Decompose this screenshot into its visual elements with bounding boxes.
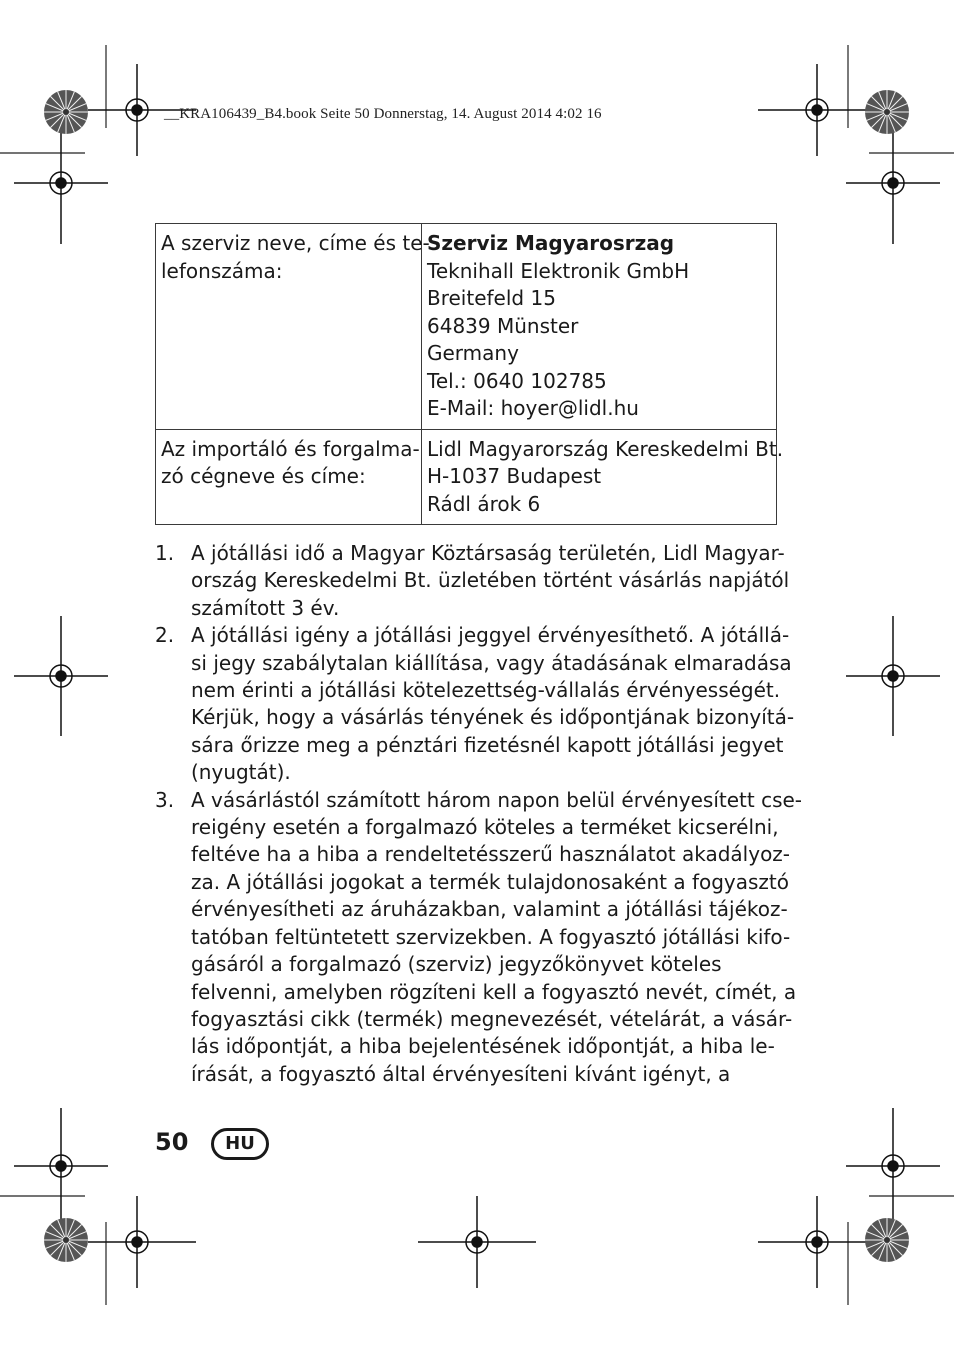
registration-mark-icon xyxy=(758,1196,866,1288)
registration-mark-icon xyxy=(846,1108,940,1226)
table-value-line: Germany xyxy=(427,341,519,365)
registration-mark-icon xyxy=(14,1108,108,1226)
registration-mark-icon xyxy=(758,64,866,156)
color-target-icon xyxy=(865,1218,909,1262)
text-line: lás időpontját, a hiba bejelentésének időpontját, a hiba le- xyxy=(191,1034,775,1059)
text-line: si jegy szabálytalan kiállítása, vagy átadásának elmaradása xyxy=(191,650,792,675)
service-name: Szerviz Magyarosrzag xyxy=(427,231,675,255)
table-value-line: E-Mail: hoyer@lidl.hu xyxy=(427,396,639,420)
text-line: tatóban feltüntetett szervizekben. A fogyasztó jótállási kifo- xyxy=(191,924,791,949)
list-item-text xyxy=(191,622,794,786)
table-label-line: A szerviz neve, címe és te- xyxy=(161,231,430,255)
color-target-icon xyxy=(44,1218,88,1262)
registration-mark-icon xyxy=(418,1196,536,1288)
print-header-line: __KRA106439_B4.book Seite 50 Donnerstag, 14. August 2014 4:02 16 xyxy=(164,106,602,122)
list-item-number: 3. xyxy=(155,787,175,812)
text-line: za. A jótállási jogokat a termék tulajdonosaként a fogyasztó xyxy=(191,869,789,894)
table-value-line: Tel.: 0640 102785 xyxy=(427,368,607,393)
table-row xyxy=(156,429,777,525)
list-item-text xyxy=(191,540,789,622)
registration-mark-icon xyxy=(88,1196,196,1288)
text-line: reigény esetén a forgalmazó köteles a terméket kicserélni, xyxy=(191,815,779,840)
registration-mark-icon xyxy=(14,124,108,244)
language-badge: HU xyxy=(211,1128,269,1160)
list-item-number: 2. xyxy=(155,623,175,648)
text-line: nem érinti a jótállási kötelezettség-vállalás érvényességét. xyxy=(191,678,781,703)
list-item xyxy=(155,787,803,1088)
text-line: A vásárlástól számított három napon belül érvényesített cse- xyxy=(191,787,803,812)
table-value-line: Teknihall Elektronik GmbH xyxy=(427,258,690,283)
service-value-cell xyxy=(422,224,777,430)
registration-mark-icon xyxy=(88,64,196,156)
text-line: A jótállási idő a Magyar Köztársaság területén, Lidl Magyar- xyxy=(191,541,785,565)
table-value-line: Lidl Magyarország Kereskedelmi Bt. xyxy=(427,436,784,461)
list-item xyxy=(155,540,790,622)
list-item-text xyxy=(191,787,802,1088)
table-row xyxy=(156,224,777,430)
warranty-terms-list xyxy=(155,540,803,1088)
page-number: 50 xyxy=(155,1128,189,1156)
importer-label-cell xyxy=(156,429,422,525)
table-value-line: Rádl árok 6 xyxy=(427,491,541,516)
text-line: ország Kereskedelmi Bt. üzletében történt vásárlás napjától xyxy=(191,568,790,593)
list-item xyxy=(155,622,795,786)
text-line: (nyugtát). xyxy=(191,760,291,785)
list-item-number: 1. xyxy=(155,541,175,565)
text-line: érvényesítheti az áruházakban, valamint a jótállási tájékoz- xyxy=(191,897,788,922)
registration-mark-icon xyxy=(846,124,940,244)
registration-mark-icon xyxy=(14,616,108,736)
text-line: számított 3 év. xyxy=(191,595,340,620)
color-target-icon xyxy=(865,90,909,134)
text-line: sára őrizze meg a pénztári fizetésnél kapott jótállási jegyet xyxy=(191,732,784,757)
table-value-line: H-1037 Budapest xyxy=(427,464,602,488)
table-label-line: lefonszáma: xyxy=(161,258,283,283)
color-target-icon xyxy=(44,90,88,134)
text-line: A jótállási igény a jótállási jeggyel érvényesíthető. A jótállá- xyxy=(191,623,790,648)
text-line: Kérjük, hogy a vásárlás tényének és időpontjának bizonyítá- xyxy=(191,705,795,730)
table-value-line: 64839 Münster xyxy=(427,313,579,338)
text-line: fogyasztási cikk (termék) megnevezését, vételárát, a vásár- xyxy=(191,1006,793,1031)
table-label-line: zó cégneve és címe: xyxy=(161,464,366,488)
text-line: felvenni, amelyben rögzíteni kell a fogyasztó nevét, címét, a xyxy=(191,979,797,1004)
service-info-table xyxy=(155,223,784,525)
registration-mark-icon xyxy=(846,616,940,736)
text-line: írását, a fogyasztó által érvényesíteni kívánt igényt, a xyxy=(191,1061,731,1086)
table-value-line: Breitefeld 15 xyxy=(427,286,556,310)
table-label-line: Az importáló és forgalma- xyxy=(161,436,420,461)
text-line: gásáról a forgalmazó (szerviz) jegyzőkönyvet köteles xyxy=(191,952,722,977)
text-line: feltéve ha a hiba a rendeltetésszerű használatot akadályoz- xyxy=(191,842,791,867)
service-label-cell xyxy=(156,224,430,430)
importer-value-cell xyxy=(422,429,784,525)
